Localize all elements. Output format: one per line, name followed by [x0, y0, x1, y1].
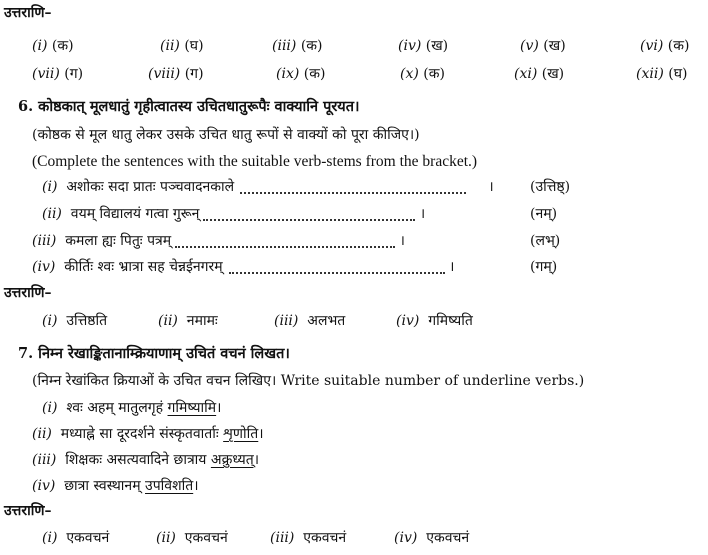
underlined-verb: शृणोति	[223, 426, 259, 442]
answer-item: (ii) नमामः	[158, 313, 218, 329]
question-6-title: 6. कोष्ठकात् मूलधातुं गृहीत्वातस्य उचितधातुरूपैः वाक्यानि पूरयत।	[18, 98, 360, 115]
question-6-english: (Complete the sentences with the suitable verb-stems from the bracket.)	[32, 153, 478, 170]
blank-line	[240, 180, 466, 194]
answer-item: (iv) (ख)	[398, 38, 449, 54]
blank-line	[175, 234, 395, 248]
answer-item: (xi) (ख)	[514, 66, 565, 82]
q6-verb: (नम्)	[530, 206, 558, 222]
answer-item: (iii) (क)	[272, 38, 323, 54]
q7-item: (ii) मध्याह्ने सा दूरदर्शने संस्कृतवार्ताः शृणोति।	[32, 426, 264, 442]
answer-item: (ii) एकवचनं	[156, 530, 228, 546]
answer-item: (iii) अलभत	[274, 313, 346, 329]
underlined-verb: गमिष्यामि	[167, 400, 217, 416]
q6-item: (i) अशोकः सदा प्रातः पञ्चवादनकाले ।	[42, 179, 494, 195]
answer-item: (ix) (क)	[276, 66, 326, 82]
q7-item: (iv) छात्रा स्वस्थानम् उपविशति।	[32, 478, 199, 494]
q6-item: (iii) कमला ह्यः पितुः पत्रम् ।	[32, 233, 405, 249]
answer-item: (iii) एकवचनं	[270, 530, 347, 546]
answers-heading: उत्तराणि–	[4, 503, 52, 519]
answer-item: (iv) गमिष्यति	[396, 313, 473, 329]
q6-item: (ii) वयम् विद्यालयं गत्वा गुरून् ।	[42, 206, 426, 222]
answer-item: (viii) (ग)	[148, 66, 204, 82]
q6-verb: (लभ्)	[530, 233, 561, 249]
answer-item: (iv) एकवचनं	[394, 530, 470, 546]
answer-item: (x) (क)	[400, 66, 445, 82]
answer-item: (i) उत्तिष्ठति	[42, 313, 108, 329]
underlined-verb: अक्रुध्यत्	[210, 452, 254, 468]
q7-item: (iii) शिक्षकः असत्यवादिने छात्राय अक्रुध्यत्।	[32, 452, 260, 468]
answer-item: (vii) (ग)	[32, 66, 84, 82]
answer-item: (ii) (घ)	[160, 38, 204, 54]
answer-item: (xii) (घ)	[636, 66, 688, 82]
q6-verb: (उत्तिष्ठ्)	[530, 179, 571, 195]
blank-line	[229, 260, 445, 274]
answer-item: (i) एकवचनं	[42, 530, 110, 546]
answers-heading: उत्तराणि–	[4, 5, 52, 21]
answer-item: (i) (क)	[32, 38, 74, 54]
blank-line	[203, 207, 415, 221]
q7-item: (i) श्वः अहम् मातुलगृहं गमिष्यामि।	[42, 400, 222, 416]
q6-verb: (गम्)	[530, 259, 558, 275]
underlined-verb: उपविशति	[145, 478, 194, 494]
answer-item: (vi) (क)	[640, 38, 690, 54]
q6-item: (iv) कीर्तिः श्वः भ्रात्रा सह चेन्नईनगरम् ।	[32, 259, 455, 275]
answer-item: (v) (ख)	[520, 38, 566, 54]
question-7-instruction: (निम्न रेखांकित क्रियाओं के उचित वचन लिखिए। Write suitable number of underline verbs.)	[32, 373, 585, 389]
question-7-title: 7. निम्न रेखाङ्कितानाम्क्रियाणाम् उचितं वचनं लिखत।	[18, 345, 290, 362]
question-6-hindi: (कोष्ठक से मूल धातु लेकर उसके उचित धातु रूपों से वाक्यों को पूरा कीजिए।)	[32, 127, 420, 143]
answers-heading: उत्तराणि–	[4, 285, 52, 301]
